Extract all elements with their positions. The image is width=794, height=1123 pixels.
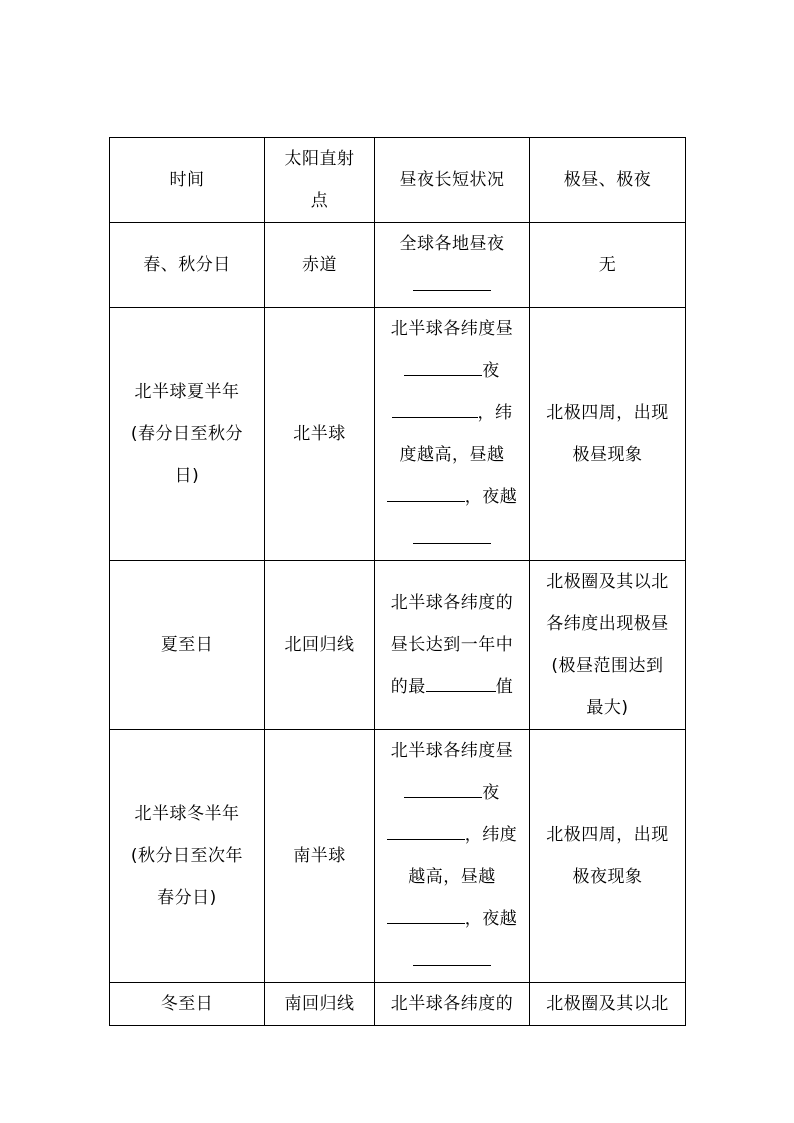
- blank-field[interactable]: [413, 521, 491, 544]
- cell-sun: 北半球: [265, 308, 375, 561]
- table-row: [110, 308, 686, 561]
- cell-polar: 无: [530, 223, 686, 308]
- daynight-text: ，纬度: [464, 825, 518, 845]
- cell-time: [110, 308, 265, 561]
- blank-field[interactable]: [392, 395, 478, 418]
- time-line2: (秋分日至次年: [130, 846, 244, 866]
- daynight-line1: 北半球各纬度昼: [390, 319, 514, 339]
- cell-daynight: 北半球各纬度的: [375, 983, 530, 1026]
- cell-daynight: [375, 223, 530, 308]
- daynight-line2: [381, 350, 523, 392]
- polar-line2: 各纬度出现极昼: [546, 614, 669, 634]
- cell-polar: [530, 730, 686, 983]
- blank-field[interactable]: [387, 817, 465, 840]
- daynight-text: 夜: [482, 783, 500, 803]
- daynight-text: ，纬: [477, 403, 513, 423]
- daynight-text: 夜: [482, 361, 500, 381]
- blank-field[interactable]: [426, 669, 496, 692]
- cell-daynight: [375, 561, 530, 730]
- blank-field[interactable]: [413, 268, 491, 291]
- header-sun-point: [265, 138, 375, 223]
- daynight-text: 值: [495, 677, 514, 697]
- blank-field[interactable]: [387, 901, 465, 924]
- polar-line1: 北极四周，出现: [546, 825, 669, 845]
- polar-line2: 极夜现象: [572, 867, 643, 887]
- cell-time: 春、秋分日: [110, 223, 265, 308]
- cell-sun: 赤道: [265, 223, 375, 308]
- daynight-line2: [381, 772, 523, 814]
- table-row: [110, 730, 686, 983]
- table-row: [110, 983, 686, 1026]
- polar-line2: 极昼现象: [572, 445, 643, 465]
- daynight-line3: [381, 666, 523, 708]
- cell-polar: 北极圈及其以北: [530, 983, 686, 1026]
- blank-field[interactable]: [404, 775, 482, 798]
- daynight-line5: [381, 898, 523, 940]
- cell-sun: 南回归线: [265, 983, 375, 1026]
- daynight-line6: [381, 940, 523, 982]
- daynight-line1: 北半球各纬度的: [390, 593, 514, 613]
- daynight-line1: 北半球各纬度昼: [390, 741, 514, 761]
- daynight-line6: [381, 518, 523, 560]
- polar-line1: 北极圈及其以北: [546, 572, 669, 592]
- time-line3: 日): [174, 466, 200, 486]
- header-polar: 极昼、极夜: [530, 138, 686, 223]
- header-sun-line2: 点: [310, 191, 329, 211]
- daynight-line2: 昼长达到一年中: [390, 635, 514, 655]
- cell-polar: [530, 308, 686, 561]
- header-row: [110, 138, 686, 223]
- polar-line4: 最大): [586, 698, 629, 718]
- time-line1: 北半球冬半年: [134, 804, 240, 824]
- cell-time: 夏至日: [110, 561, 265, 730]
- blank-field[interactable]: [413, 943, 491, 966]
- daynight-text: ，夜越: [464, 909, 518, 929]
- daynight-line2: [381, 265, 523, 307]
- daynight-text: ，夜越: [464, 487, 518, 507]
- cell-time: 冬至日: [110, 983, 265, 1026]
- daynight-text: 的最: [390, 677, 426, 697]
- time-line1: 北半球夏半年: [134, 382, 240, 402]
- blank-field[interactable]: [404, 353, 482, 376]
- daynight-line3: [381, 814, 523, 856]
- blank-field[interactable]: [387, 479, 465, 502]
- polar-line3: (极昼范围达到: [551, 656, 664, 676]
- cell-polar: [530, 561, 686, 730]
- cell-sun: 南半球: [265, 730, 375, 983]
- cell-daynight: [375, 308, 530, 561]
- cell-time: [110, 730, 265, 983]
- daynight-line3: [381, 392, 523, 434]
- daynight-line1: 全球各地昼夜: [399, 234, 505, 254]
- time-line3: 春分日): [157, 888, 217, 908]
- table-row: [110, 561, 686, 730]
- daynight-line4: 越高，昼越: [408, 867, 496, 887]
- cell-daynight: [375, 730, 530, 983]
- header-time: 时间: [110, 138, 265, 223]
- header-daynight: 昼夜长短状况: [375, 138, 530, 223]
- table-row: [110, 223, 686, 308]
- cell-sun: 北回归线: [265, 561, 375, 730]
- daynight-line5: [381, 476, 523, 518]
- time-line2: (春分日至秋分: [130, 424, 244, 444]
- polar-line1: 北极四周，出现: [546, 403, 669, 423]
- daynight-line4: 度越高，昼越: [399, 445, 505, 465]
- solar-table: [109, 137, 686, 1026]
- header-sun-line1: 太阳直射: [284, 149, 355, 169]
